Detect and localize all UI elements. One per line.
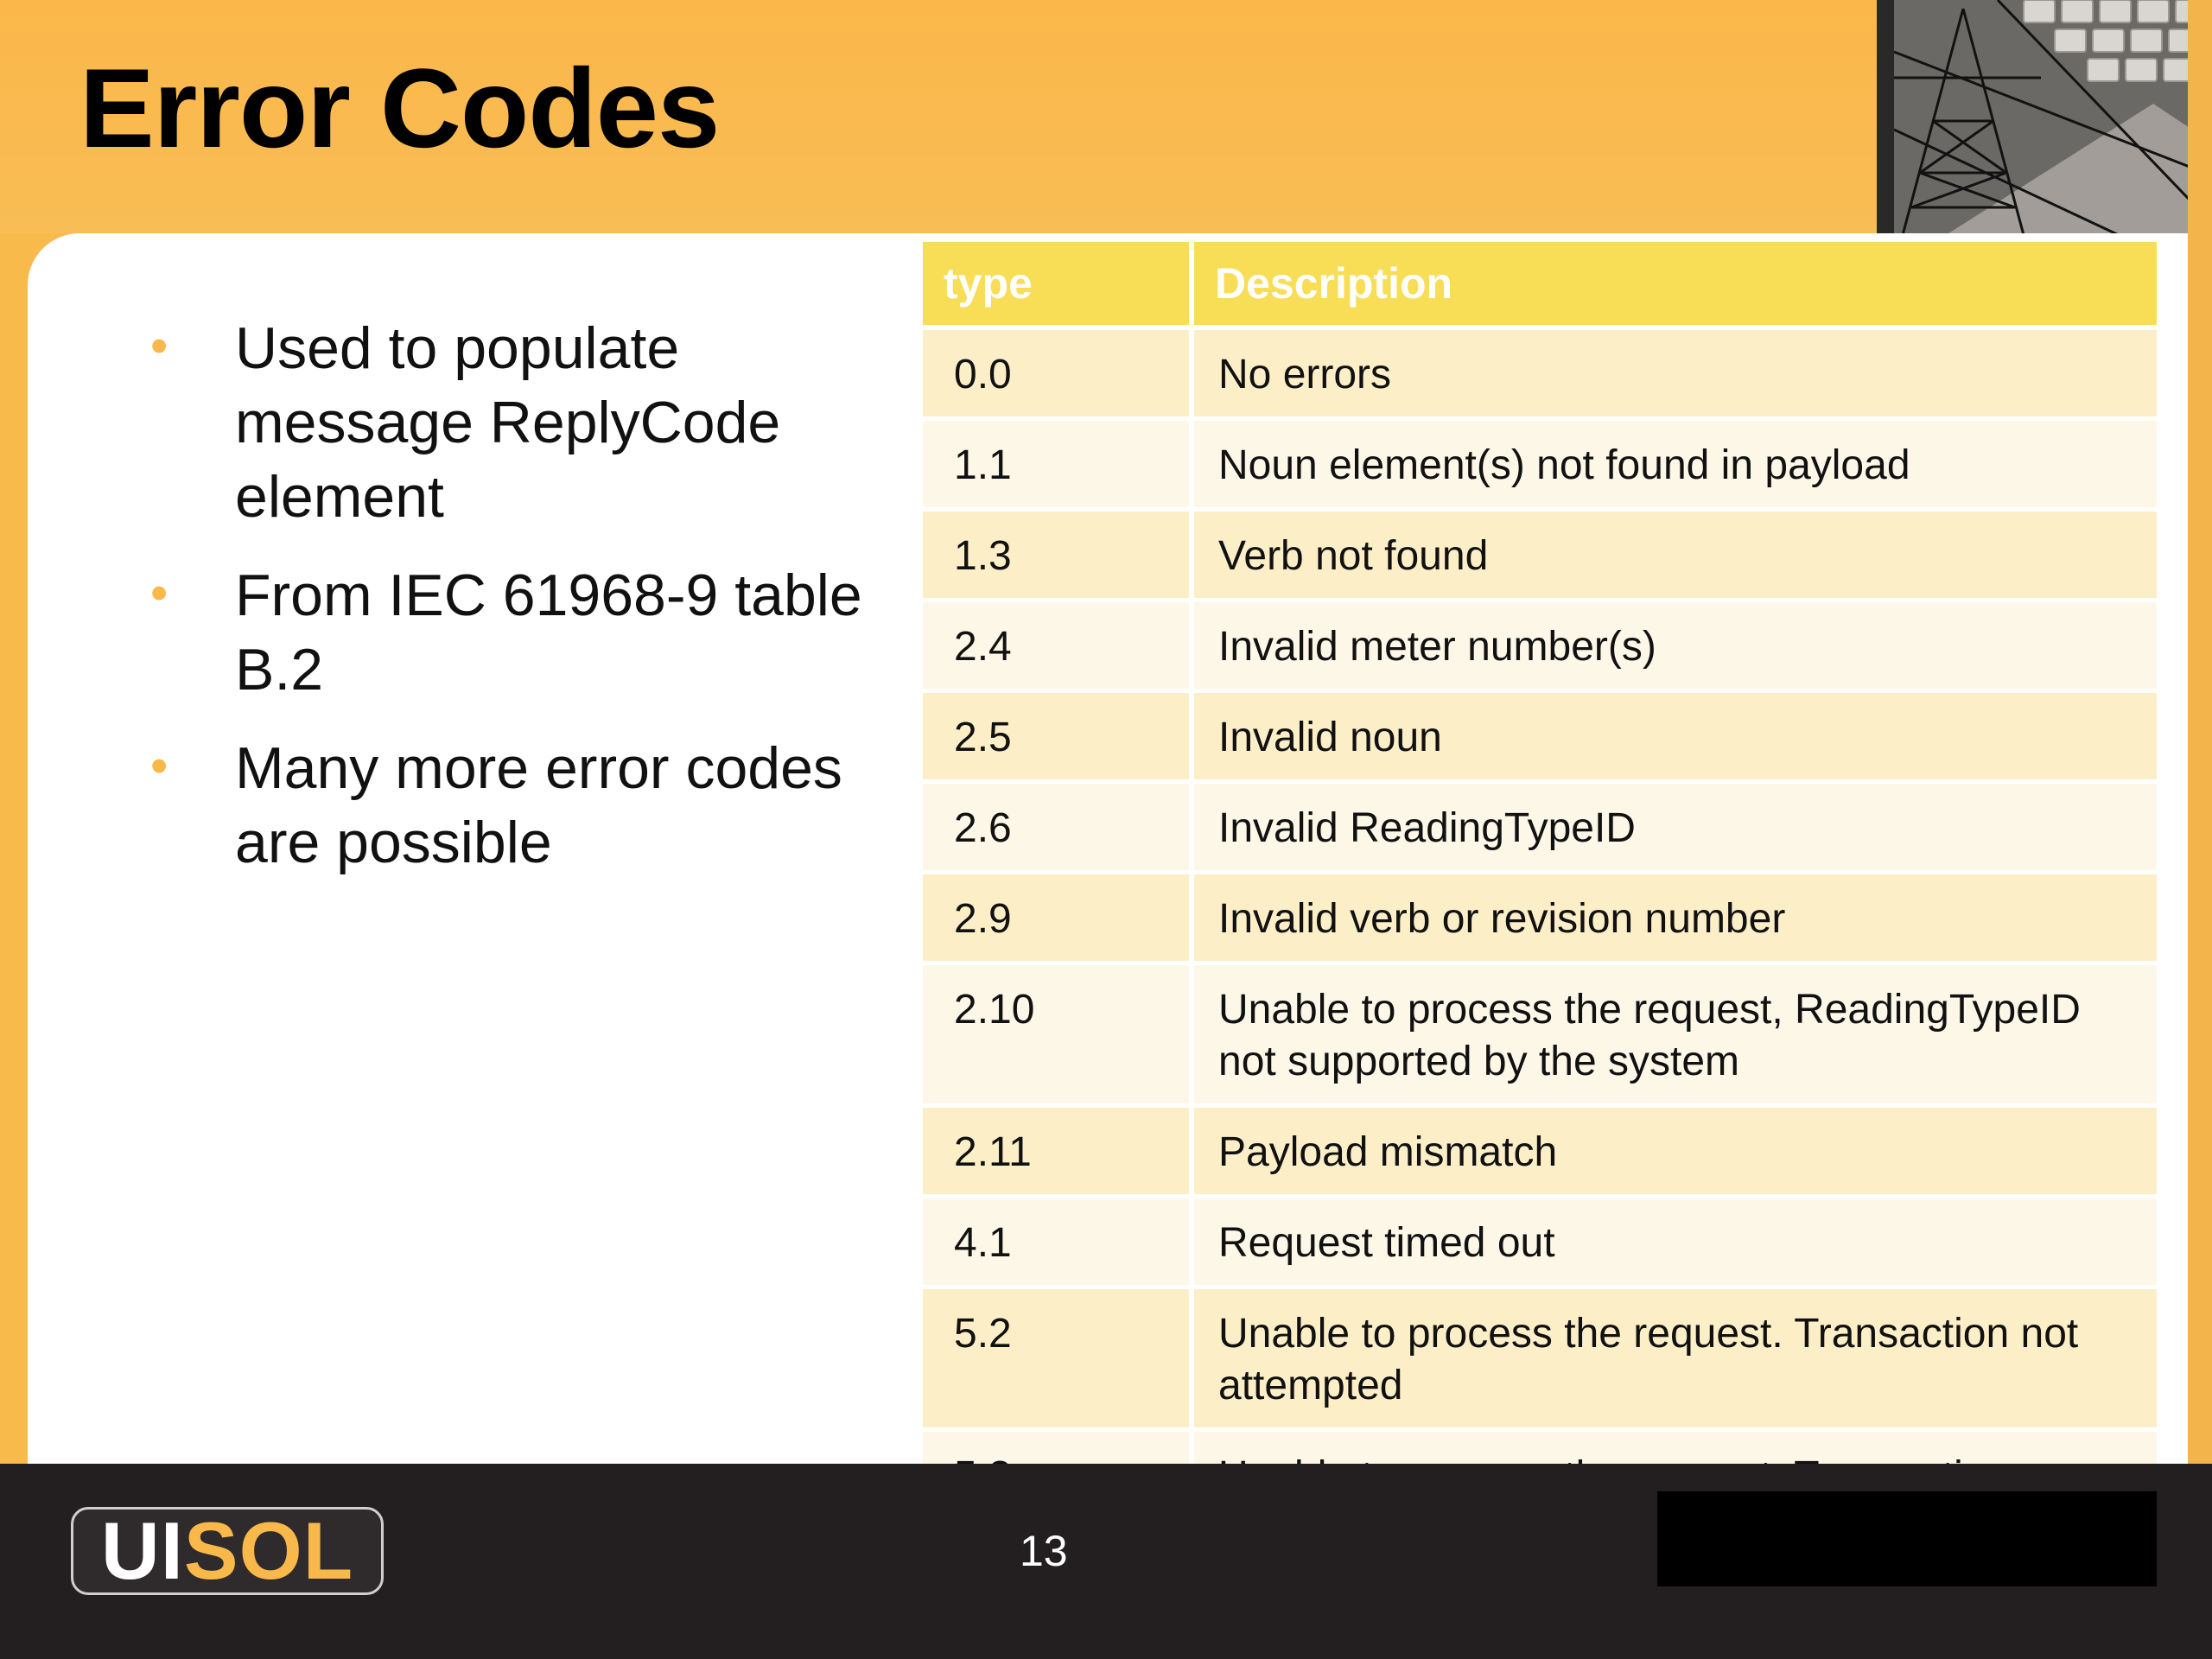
cell-description: Invalid noun	[1192, 691, 2157, 782]
bullet-dot-icon: •	[150, 565, 168, 621]
cell-description: Payload mismatch	[1192, 1106, 2157, 1197]
cell-description: Request timed out	[1192, 1197, 2157, 1287]
table-row	[923, 1287, 2157, 1430]
slide-title: Error Codes	[79, 45, 720, 171]
bullet-list	[130, 311, 890, 904]
header-description: Description	[1192, 242, 2157, 327]
bullet-text: Many more error codes are possible	[235, 735, 842, 875]
right-accent-strip	[2188, 0, 2212, 1469]
cell-description: Unable to process the request. Transaction not attempted	[1192, 1287, 2157, 1430]
transmission-tower-photo-icon	[1894, 0, 2205, 235]
cell-type: 2.6	[923, 782, 1192, 873]
page-number: 13	[1020, 1527, 1068, 1575]
table-row	[923, 873, 2157, 963]
cell-description: Unable to process the request, ReadingTypeID not supported by the system	[1192, 963, 2157, 1106]
bullet-dot-icon: •	[150, 738, 168, 794]
bullet-dot-icon: •	[150, 318, 168, 374]
redacted-box	[1657, 1491, 2157, 1586]
cell-type: 2.4	[923, 601, 1192, 691]
slide-footer	[0, 1464, 2212, 1659]
table-row	[923, 963, 2157, 1106]
bullet-item	[130, 311, 890, 534]
logo-text-sol: SOL	[183, 1505, 354, 1596]
cell-type: 0.0	[923, 327, 1192, 419]
table-row	[923, 419, 2157, 510]
header-photo	[1877, 0, 2205, 235]
bullet-text: From IEC 61968-9 table B.2	[235, 563, 862, 702]
cell-type: 2.9	[923, 873, 1192, 963]
table-row	[923, 510, 2157, 601]
table-row	[923, 601, 2157, 691]
header-type: type	[923, 242, 1192, 327]
cell-description: Noun element(s) not found in payload	[1192, 419, 2157, 510]
table-row	[923, 691, 2157, 782]
cell-type: 5.2	[923, 1287, 1192, 1430]
bullet-item	[130, 731, 890, 880]
cell-description: Verb not found	[1192, 510, 2157, 601]
table-row	[923, 1106, 2157, 1197]
cell-type: 1.1	[923, 419, 1192, 510]
cell-type: 1.3	[923, 510, 1192, 601]
title-bar	[0, 0, 1884, 233]
cell-type: 2.10	[923, 963, 1192, 1106]
cell-type: 2.11	[923, 1106, 1192, 1197]
uisol-logo	[71, 1507, 384, 1595]
logo-text-ui: UI	[100, 1505, 184, 1596]
table-row	[923, 1197, 2157, 1287]
cell-type: 2.5	[923, 691, 1192, 782]
table-row	[923, 327, 2157, 419]
bullet-text: Used to populate message ReplyCode element	[235, 315, 781, 530]
cell-description: No errors	[1192, 327, 2157, 419]
error-codes-table	[923, 242, 2157, 1574]
bullet-item	[130, 558, 890, 707]
cell-description: Invalid ReadingTypeID	[1192, 782, 2157, 873]
cell-description: Invalid meter number(s)	[1192, 601, 2157, 691]
table-row	[923, 782, 2157, 873]
table-header-row	[923, 242, 2157, 327]
cell-description: Invalid verb or revision number	[1192, 873, 2157, 963]
cell-type: 4.1	[923, 1197, 1192, 1287]
